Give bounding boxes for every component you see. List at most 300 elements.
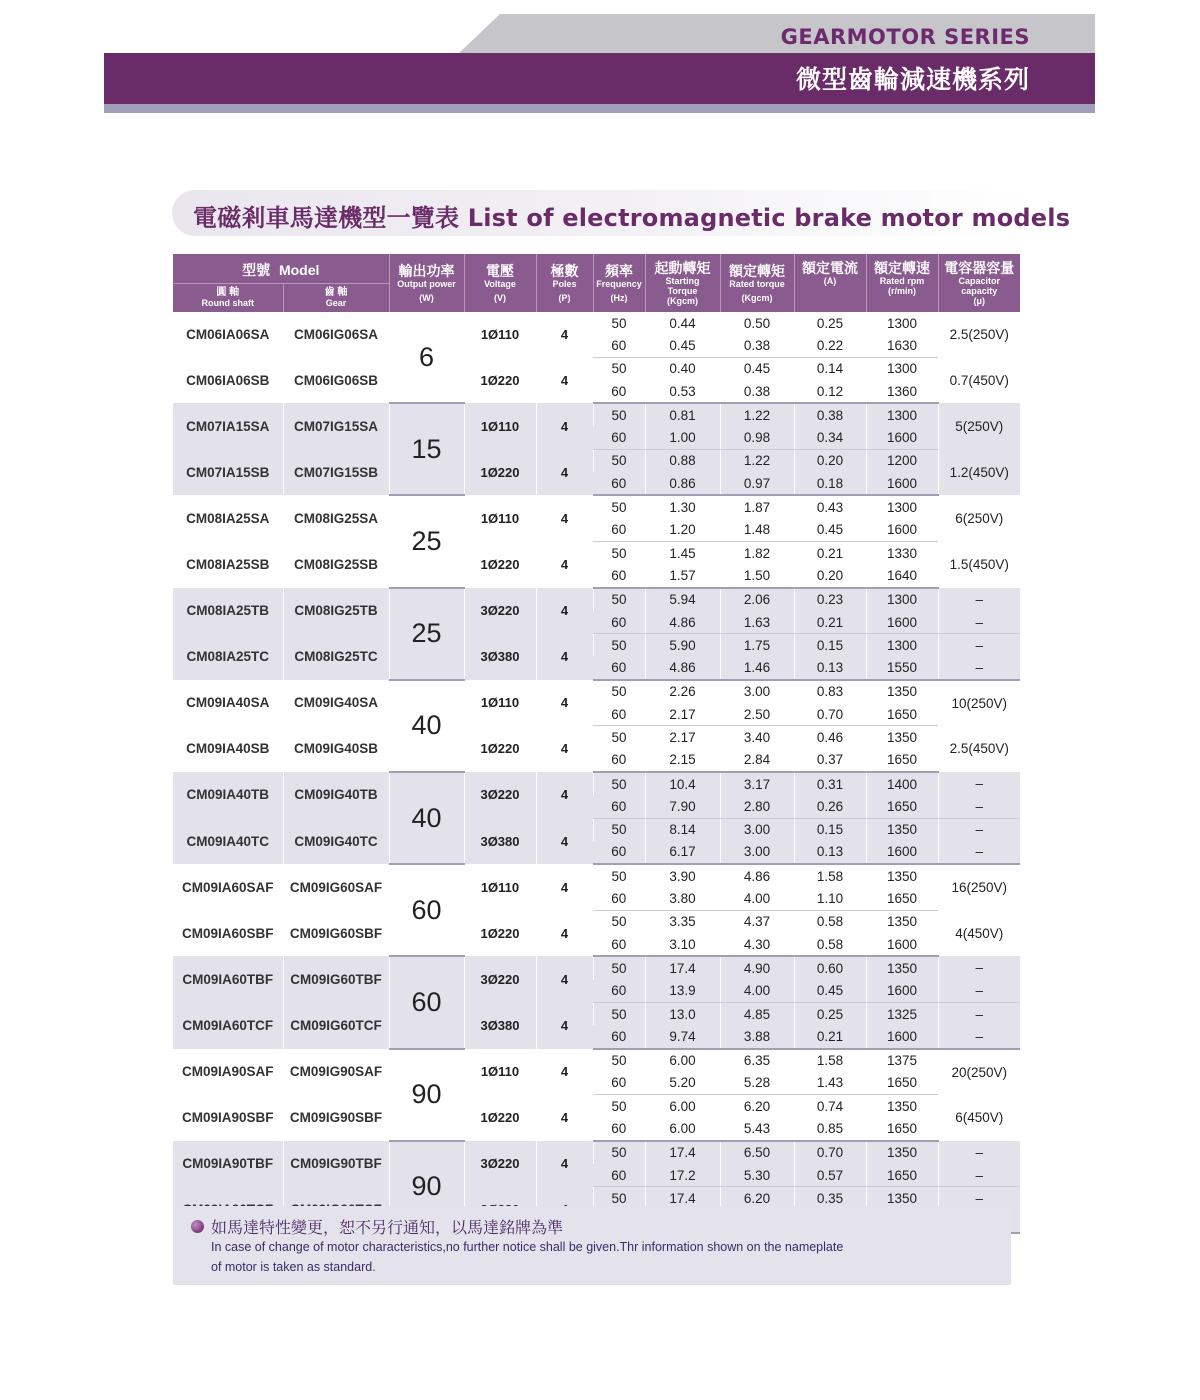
frequency: 50 (593, 818, 645, 841)
frequency: 60 (593, 795, 645, 818)
rated-torque: 1.82 (720, 541, 794, 564)
frequency: 50 (593, 449, 645, 472)
poles: 4 (536, 495, 593, 541)
rated-torque: 2.84 (720, 749, 794, 772)
output-power: 25 (389, 588, 464, 680)
frequency: 60 (593, 426, 645, 449)
rated-torque: 0.97 (720, 472, 794, 495)
capacitor: – (938, 656, 1020, 679)
rated-current: 0.23 (794, 588, 866, 611)
capacitor: 1.2(450V) (938, 449, 1020, 495)
table-row (173, 449, 1020, 472)
capacitor: 6(450V) (938, 1095, 1020, 1141)
rated-torque: 3.00 (720, 680, 794, 703)
capacitor: – (938, 1002, 1020, 1025)
frequency: 50 (593, 541, 645, 564)
capacitor: 1.5(450V) (938, 541, 1020, 587)
voltage: 3Ø220 (464, 588, 536, 634)
frequency: 60 (593, 887, 645, 910)
rated-torque: 2.50 (720, 703, 794, 726)
rated-torque: 3.40 (720, 726, 794, 749)
voltage: 1Ø220 (464, 726, 536, 772)
rated-current: 0.13 (794, 841, 866, 864)
rated-torque: 4.00 (720, 887, 794, 910)
starting-torque: 2.15 (645, 749, 720, 772)
rated-current: 1.58 (794, 864, 866, 887)
rated-torque: 6.35 (720, 1049, 794, 1072)
header-starting-torque: 起動轉矩 Starting Torque (Kgcm) (645, 254, 720, 312)
rated-rpm: 1600 (866, 1025, 938, 1048)
frequency: 50 (593, 772, 645, 795)
rated-current: 0.18 (794, 472, 866, 495)
rated-current: 0.34 (794, 426, 866, 449)
model-gear: CM09IG40SB (283, 726, 389, 772)
capacitor: 0.7(450V) (938, 357, 1020, 403)
table-row (173, 588, 1020, 611)
model-gear: CM06IG06SA (283, 312, 389, 357)
table-row (173, 680, 1020, 703)
poles: 4 (536, 1095, 593, 1141)
poles: 4 (536, 1049, 593, 1095)
starting-torque: 1.57 (645, 564, 720, 587)
frequency: 50 (593, 403, 645, 426)
poles: 4 (536, 772, 593, 818)
rated-rpm: 1650 (866, 1117, 938, 1140)
rated-current: 1.58 (794, 1049, 866, 1072)
rated-torque: 0.45 (720, 357, 794, 380)
rated-torque: 1.46 (720, 656, 794, 679)
header-round-shaft: 圓 軸 Round shaft (173, 283, 283, 312)
voltage: 3Ø380 (464, 1002, 536, 1048)
frequency: 60 (593, 519, 645, 542)
capacitor: – (938, 611, 1020, 634)
capacitor: 6(250V) (938, 495, 1020, 541)
poles: 4 (536, 680, 593, 726)
capacitor: – (938, 772, 1020, 795)
capacitor: – (938, 956, 1020, 979)
model-round-shaft: CM09IA60TBF (173, 956, 283, 1002)
rated-rpm: 1600 (866, 426, 938, 449)
rated-torque: 1.50 (720, 564, 794, 587)
rated-torque: 0.98 (720, 426, 794, 449)
rated-torque: 1.75 (720, 634, 794, 657)
rated-current: 0.58 (794, 933, 866, 956)
model-round-shaft: CM09IA60SAF (173, 864, 283, 910)
output-power: 40 (389, 772, 464, 864)
starting-torque: 7.90 (645, 795, 720, 818)
rated-current: 0.26 (794, 795, 866, 818)
model-round-shaft: CM08IA25SB (173, 541, 283, 587)
starting-torque: 0.88 (645, 449, 720, 472)
rated-current: 1.43 (794, 1072, 866, 1095)
starting-torque: 17.4 (645, 956, 720, 979)
rated-rpm: 1350 (866, 1187, 938, 1210)
capacitor: – (938, 818, 1020, 841)
frequency: 50 (593, 726, 645, 749)
rated-current: 0.21 (794, 1025, 866, 1048)
rated-rpm: 1350 (866, 910, 938, 933)
rated-current: 0.21 (794, 541, 866, 564)
frequency: 60 (593, 980, 645, 1003)
frequency: 60 (593, 933, 645, 956)
header-bottom-stripe (104, 104, 1095, 113)
table-row (173, 1049, 1020, 1072)
starting-torque: 5.94 (645, 588, 720, 611)
rated-rpm: 1375 (866, 1049, 938, 1072)
model-round-shaft: CM09IA60SBF (173, 910, 283, 956)
rated-current: 0.57 (794, 1164, 866, 1187)
frequency: 50 (593, 680, 645, 703)
poles: 4 (536, 1002, 593, 1048)
voltage: 1Ø110 (464, 403, 536, 449)
rated-rpm: 1350 (866, 818, 938, 841)
capacitor: – (938, 1164, 1020, 1187)
model-gear: CM08IG25SA (283, 495, 389, 541)
starting-torque: 0.81 (645, 403, 720, 426)
model-gear: CM08IG25TB (283, 588, 389, 634)
rated-current: 0.14 (794, 357, 866, 380)
output-power: 40 (389, 680, 464, 772)
table-row (173, 910, 1020, 933)
frequency: 50 (593, 634, 645, 657)
table-body (173, 312, 1020, 1233)
rated-current: 0.25 (794, 1002, 866, 1025)
rated-current: 0.58 (794, 910, 866, 933)
rated-current: 0.31 (794, 772, 866, 795)
table-row (173, 541, 1020, 564)
rated-current: 0.38 (794, 403, 866, 426)
starting-torque: 13.9 (645, 980, 720, 1003)
voltage: 1Ø110 (464, 1049, 536, 1095)
model-round-shaft: CM09IA40TB (173, 772, 283, 818)
section-title: 電磁剎車馬達機型一覽表 List of electromagnetic brake motor models (193, 204, 1071, 232)
frequency: 50 (593, 864, 645, 887)
rated-torque: 6.20 (720, 1095, 794, 1118)
starting-torque: 5.20 (645, 1072, 720, 1095)
starting-torque: 5.90 (645, 634, 720, 657)
rated-current: 0.20 (794, 564, 866, 587)
capacitor: – (938, 588, 1020, 611)
rated-rpm: 1650 (866, 749, 938, 772)
rated-rpm: 1650 (866, 1164, 938, 1187)
rated-torque: 4.86 (720, 864, 794, 887)
rated-torque: 2.80 (720, 795, 794, 818)
rated-current: 0.15 (794, 634, 866, 657)
model-gear: CM09IG60TBF (283, 956, 389, 1002)
series-title-cn: 微型齒輪減速機系列 (795, 65, 1030, 94)
capacitor: – (938, 1141, 1020, 1164)
rated-current: 0.45 (794, 519, 866, 542)
starting-torque: 2.26 (645, 680, 720, 703)
voltage: 3Ø220 (464, 956, 536, 1002)
rated-torque: 1.87 (720, 495, 794, 518)
rated-rpm: 1350 (866, 1141, 938, 1164)
table-row (173, 403, 1020, 426)
voltage: 3Ø380 (464, 634, 536, 680)
table-row (173, 818, 1020, 841)
rated-torque: 1.63 (720, 611, 794, 634)
rated-torque: 0.50 (720, 312, 794, 334)
model-gear: CM09IG60SAF (283, 864, 389, 910)
voltage: 1Ø220 (464, 449, 536, 495)
model-gear: CM08IG25TC (283, 634, 389, 680)
rated-current: 1.10 (794, 887, 866, 910)
output-power: 90 (389, 1049, 464, 1141)
frequency: 50 (593, 1141, 645, 1164)
capacitor: 16(250V) (938, 864, 1020, 910)
header-frequency: 頻率 Frequency (Hz) (593, 254, 645, 312)
model-round-shaft: CM07IA15SA (173, 403, 283, 449)
frequency: 50 (593, 910, 645, 933)
capacitor: – (938, 1187, 1020, 1210)
rated-torque: 0.38 (720, 334, 794, 357)
poles: 4 (536, 1141, 593, 1187)
starting-torque: 1.30 (645, 495, 720, 518)
model-round-shaft: CM09IA40SA (173, 680, 283, 726)
poles: 4 (536, 956, 593, 1002)
rated-torque: 4.37 (720, 910, 794, 933)
rated-current: 0.35 (794, 1187, 866, 1210)
rated-rpm: 1650 (866, 1072, 938, 1095)
voltage: 3Ø380 (464, 818, 536, 864)
rated-torque: 5.30 (720, 1164, 794, 1187)
rated-rpm: 1600 (866, 841, 938, 864)
frequency: 60 (593, 1117, 645, 1140)
model-round-shaft: CM09IA40TC (173, 818, 283, 864)
frequency: 50 (593, 588, 645, 611)
footnote-cn: 如馬達特性變更，恕不另行通知，以馬達銘牌為準 (211, 1218, 564, 1237)
rated-current: 0.22 (794, 334, 866, 357)
rated-current: 0.25 (794, 312, 866, 334)
starting-torque: 0.40 (645, 357, 720, 380)
model-round-shaft: CM07IA15SB (173, 449, 283, 495)
frequency: 50 (593, 357, 645, 380)
frequency: 50 (593, 495, 645, 518)
starting-torque: 17.4 (645, 1141, 720, 1164)
table-row (173, 864, 1020, 887)
poles: 4 (536, 357, 593, 403)
rated-current: 0.70 (794, 1141, 866, 1164)
poles: 4 (536, 864, 593, 910)
starting-torque: 2.17 (645, 726, 720, 749)
frequency: 60 (593, 749, 645, 772)
rated-rpm: 1600 (866, 933, 938, 956)
rated-rpm: 1330 (866, 541, 938, 564)
frequency: 60 (593, 334, 645, 357)
model-round-shaft: CM09IA90TBF (173, 1141, 283, 1187)
rated-rpm: 1550 (866, 656, 938, 679)
capacitor: 10(250V) (938, 680, 1020, 726)
table-row (173, 1002, 1020, 1025)
model-gear: CM09IG40SA (283, 680, 389, 726)
header-voltage: 電壓 Voltage (V) (464, 254, 536, 312)
starting-torque: 6.17 (645, 841, 720, 864)
starting-torque: 0.45 (645, 334, 720, 357)
rated-torque: 6.50 (720, 1141, 794, 1164)
header-output-power: 輸出功率 Output power (W) (389, 254, 464, 312)
rated-torque: 3.00 (720, 818, 794, 841)
rated-current: 0.45 (794, 980, 866, 1003)
header-rated-torque: 額定轉矩 Rated torque (Kgcm) (720, 254, 794, 312)
model-gear: CM06IG06SB (283, 357, 389, 403)
poles: 4 (536, 588, 593, 634)
frequency: 50 (593, 1002, 645, 1025)
rated-rpm: 1300 (866, 403, 938, 426)
model-gear: CM09IG90SAF (283, 1049, 389, 1095)
rated-torque: 1.48 (720, 519, 794, 542)
rated-current: 0.37 (794, 749, 866, 772)
voltage: 1Ø220 (464, 541, 536, 587)
model-round-shaft: CM06IA06SA (173, 312, 283, 357)
bullet-icon (191, 1220, 204, 1233)
starting-torque: 0.53 (645, 380, 720, 403)
table-row (173, 772, 1020, 795)
rated-torque: 3.88 (720, 1025, 794, 1048)
rated-rpm: 1350 (866, 726, 938, 749)
rated-current: 0.74 (794, 1095, 866, 1118)
header-poles: 極數 Poles (P) (536, 254, 593, 312)
rated-rpm: 1400 (866, 772, 938, 795)
capacitor: 2.5(450V) (938, 726, 1020, 772)
frequency: 50 (593, 312, 645, 334)
starting-torque: 10.4 (645, 772, 720, 795)
rated-rpm: 1630 (866, 334, 938, 357)
rated-rpm: 1640 (866, 564, 938, 587)
rated-rpm: 1650 (866, 887, 938, 910)
capacitor: – (938, 1025, 1020, 1048)
frequency: 50 (593, 956, 645, 979)
rated-rpm: 1300 (866, 357, 938, 380)
voltage: 1Ø220 (464, 357, 536, 403)
frequency: 60 (593, 472, 645, 495)
starting-torque: 8.14 (645, 818, 720, 841)
rated-current: 0.13 (794, 656, 866, 679)
rated-current: 0.15 (794, 818, 866, 841)
output-power: 15 (389, 403, 464, 495)
header-capacitor: 電容器容量 Capacitor capacity (μ) (938, 254, 1020, 312)
footnote-en-line2: of motor is taken as standard. (211, 1260, 376, 1274)
poles: 4 (536, 726, 593, 772)
capacitor: 5(250V) (938, 403, 1020, 449)
voltage: 3Ø220 (464, 772, 536, 818)
rated-rpm: 1350 (866, 1095, 938, 1118)
capacitor: – (938, 634, 1020, 657)
frequency: 60 (593, 656, 645, 679)
footnote-box (173, 1206, 1011, 1285)
rated-rpm: 1600 (866, 472, 938, 495)
rated-rpm: 1325 (866, 1002, 938, 1025)
capacitor: – (938, 795, 1020, 818)
voltage: 1Ø110 (464, 680, 536, 726)
frequency: 60 (593, 1072, 645, 1095)
starting-torque: 1.20 (645, 519, 720, 542)
frequency: 50 (593, 1095, 645, 1118)
voltage: 1Ø110 (464, 864, 536, 910)
rated-rpm: 1350 (866, 864, 938, 887)
starting-torque: 0.86 (645, 472, 720, 495)
rated-current: 0.60 (794, 956, 866, 979)
frequency: 60 (593, 380, 645, 403)
table-row (173, 634, 1020, 657)
frequency: 60 (593, 703, 645, 726)
frequency: 50 (593, 1187, 645, 1210)
model-gear: CM07IG15SA (283, 403, 389, 449)
model-gear: CM09IG60TCF (283, 1002, 389, 1048)
rated-rpm: 1200 (866, 449, 938, 472)
rated-torque: 1.22 (720, 403, 794, 426)
rated-torque: 6.20 (720, 1187, 794, 1210)
rated-torque: 5.28 (720, 1072, 794, 1095)
frequency: 60 (593, 1025, 645, 1048)
rated-current: 0.21 (794, 611, 866, 634)
rated-current: 0.70 (794, 703, 866, 726)
rated-rpm: 1350 (866, 680, 938, 703)
poles: 4 (536, 541, 593, 587)
model-round-shaft: CM09IA60TCF (173, 1002, 283, 1048)
table-row (173, 357, 1020, 380)
voltage: 3Ø220 (464, 1141, 536, 1187)
model-round-shaft: CM06IA06SB (173, 357, 283, 403)
output-power: 25 (389, 495, 464, 587)
model-round-shaft: CM09IA90SBF (173, 1095, 283, 1141)
rated-rpm: 1600 (866, 980, 938, 1003)
rated-torque: 3.17 (720, 772, 794, 795)
table-row (173, 1095, 1020, 1118)
starting-torque: 0.44 (645, 312, 720, 334)
starting-torque: 17.4 (645, 1187, 720, 1210)
rated-torque: 4.85 (720, 1002, 794, 1025)
model-round-shaft: CM08IA25TC (173, 634, 283, 680)
rated-rpm: 1300 (866, 312, 938, 334)
rated-rpm: 1650 (866, 703, 938, 726)
voltage: 1Ø220 (464, 1095, 536, 1141)
rated-torque: 3.00 (720, 841, 794, 864)
rated-current: 0.43 (794, 495, 866, 518)
rated-torque: 4.90 (720, 956, 794, 979)
header-rated-rpm: 額定轉速 Rated rpm (r/min) (866, 254, 938, 312)
capacitor: – (938, 841, 1020, 864)
frequency: 60 (593, 841, 645, 864)
voltage: 1Ø220 (464, 910, 536, 956)
poles: 4 (536, 403, 593, 449)
rated-rpm: 1300 (866, 495, 938, 518)
starting-torque: 6.00 (645, 1049, 720, 1072)
table-row (173, 495, 1020, 518)
frequency: 60 (593, 611, 645, 634)
rated-current: 0.85 (794, 1117, 866, 1140)
rated-rpm: 1600 (866, 611, 938, 634)
poles: 4 (536, 910, 593, 956)
starting-torque: 3.35 (645, 910, 720, 933)
output-power: 60 (389, 956, 464, 1048)
voltage: 1Ø110 (464, 495, 536, 541)
starting-torque: 3.80 (645, 887, 720, 910)
poles: 4 (536, 449, 593, 495)
rated-torque: 5.43 (720, 1117, 794, 1140)
model-gear: CM08IG25SB (283, 541, 389, 587)
frequency: 50 (593, 1049, 645, 1072)
rated-current: 0.46 (794, 726, 866, 749)
series-title-en: GEARMOTOR SERIES (780, 25, 1030, 49)
starting-torque: 3.10 (645, 933, 720, 956)
rated-torque: 0.38 (720, 380, 794, 403)
poles: 4 (536, 634, 593, 680)
voltage: 1Ø110 (464, 312, 536, 357)
frequency: 60 (593, 564, 645, 587)
motor-spec-table (173, 254, 1020, 1234)
table-row (173, 726, 1020, 749)
rated-rpm: 1650 (866, 795, 938, 818)
